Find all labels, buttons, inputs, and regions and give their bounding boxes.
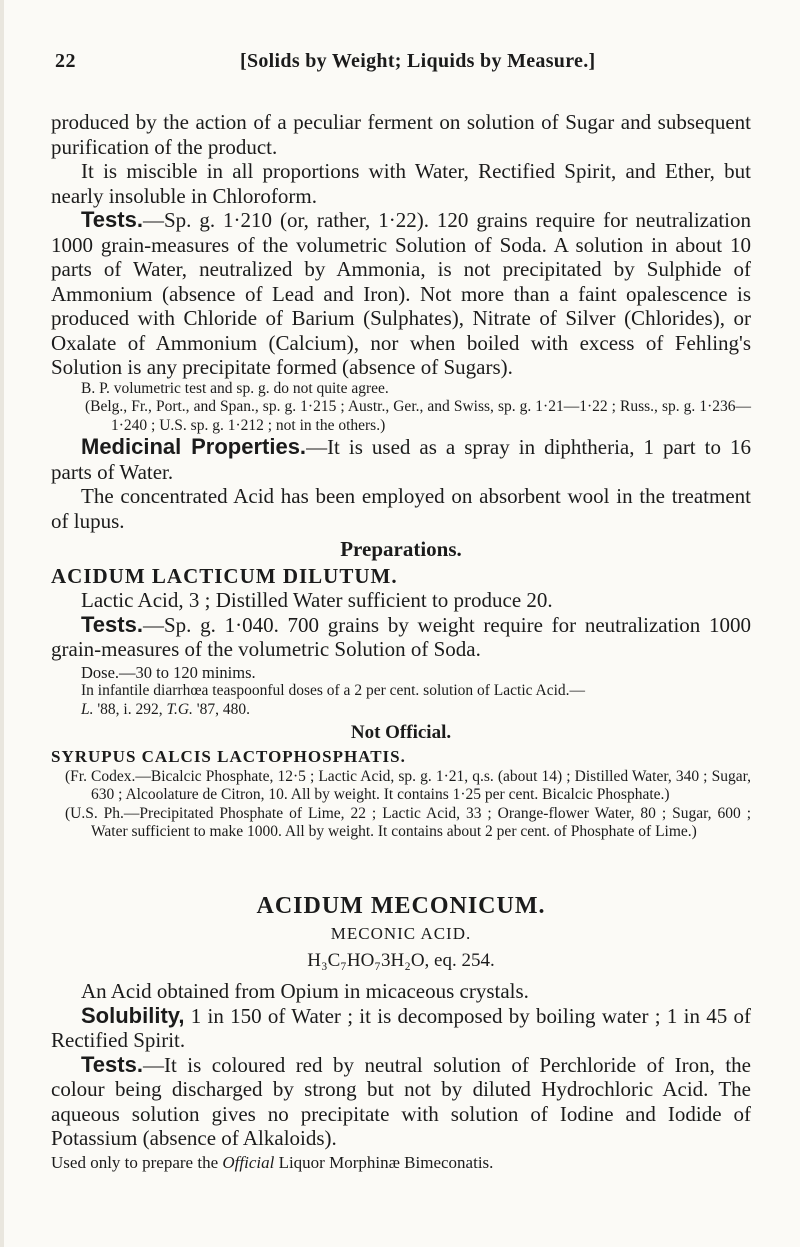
page-body — [51, 110, 751, 1175]
tests-text: —Sp. g. 1·210 (or, rather, 1·22). 120 grains require for neutralization 1000 grain-measures of the volumetric Solution of Soda. A solution in about 10 parts of Water, neutralized by Ammonia, is not precipitated by Sulphide of Ammonium (absence of Lead and Iron). Not more than a faint opalescence is produced with Chloride of Barium (Sulphates), Nitrate of Silver (Chlorides), or Oxalate of Ammonium (Calcium), nor when boiled with excess of Fehling's Solution is any precipitate formed (absence of Sugars). — [51, 208, 751, 379]
syrupus-fr: (Fr. Codex.—Bicalcic Phosphate, 12·5 ; Lactic Acid, sp. g. 1·21, q.s. (about 14) ; Distilled Water, 340 ; Sugar, 630 ; Alcoolature de Citron, 10. All by weight. It contains 1·25 per cent. Bicalcic Phosphate.) — [65, 767, 751, 803]
page-edge — [0, 0, 4, 1247]
intro-paragraph: produced by the action of a peculiar ferment on solution of Sugar and subsequent purification of the product. — [51, 110, 751, 159]
used-prefix: Used only to prepare the — [51, 1152, 223, 1172]
solubility-heading: Solubility, — [81, 1002, 185, 1028]
meconic-used — [51, 1151, 751, 1176]
note-pharmacopoeias: (Belg., Fr., Port., and Span., sp. g. 1·215 ; Austr., Ger., and Swiss, sp. g. 1·21—1·22 ; Russ., sp. g. 1·236—1·240 ; U.S. sp. g. 1·212 ; not in the others.) — [85, 398, 751, 434]
not-official-heading: Not Official. — [350, 722, 452, 743]
used-suffix: Liquor Morphinæ Bimeconatis. — [274, 1152, 494, 1172]
note-bp: B. P. volumetric test and sp. g. do not quite agree. — [81, 379, 389, 397]
ref-lancet-text: '88, i. 292, — [93, 700, 167, 718]
infantile-text: In infantile diarrhœa teaspoonful doses of a 2 per cent. solution of Lactic Acid.— — [81, 682, 586, 699]
solubility-text: 1 in 150 of Water ; it is decomposed by boiling water ; 1 in 45 of Rectified Spirit. — [51, 1003, 751, 1052]
meconic-tests-text: —It is coloured red by neutral solution of Perchloride of Iron, the colour being discharged by strong but not by diluted Hydrochloric Acid. The aqueous solution gives no precipitate with solution of Iodine and Iodide of Potassium (absence of Alkaloids). — [51, 1052, 751, 1150]
meconic-solubility — [51, 1004, 751, 1053]
dilutum-tests — [51, 613, 751, 662]
meconic-formula: H₃C₇HO₇3H₂O, eq. 254. — [307, 949, 495, 971]
running-title: [Solids by Weight; Liquids by Measure.] — [240, 50, 596, 72]
page-header — [0, 50, 800, 80]
meconic-acid-subtitle: MECONIC ACID. — [330, 924, 472, 943]
meconic-intro: An Acid obtained from Opium in micaceous crystals. — [81, 979, 529, 1003]
medicinal-paragraph — [51, 435, 751, 484]
acidum-meconicum-title: ACIDUM MECONICUM. — [256, 892, 546, 919]
medicinal-text: —It is used as a spray in diphtheria, 1 part to 16 parts of Water. — [51, 435, 751, 484]
ref-lancet: L. — [81, 700, 94, 718]
miscibility-paragraph: It is miscible in all proportions with Water, Rectified Spirit, and Ether, but nearly insoluble in Chloroform. — [51, 159, 751, 208]
page-number: 22 — [55, 50, 76, 72]
dilutum-tests-heading: Tests. — [81, 611, 143, 637]
ref-tg: T.G. — [166, 700, 193, 718]
meconic-tests — [51, 1053, 751, 1151]
dose-line: Dose.—30 to 120 minims. — [81, 662, 256, 682]
lupus-paragraph: The concentrated Acid has been employed on absorbent wool in the treatment of lupus. — [51, 484, 751, 533]
syrupus-us: (U.S. Ph.—Precipitated Phosphate of Lime, 22 ; Lactic Acid, 33 ; Orange-flower Water, 80 ; Sugar, 600 ; Water sufficient to make 1000. All by weight. It contains about 2 per cent. of Phosphate of Lime.) — [65, 804, 751, 840]
dilutum-formula: Lactic Acid, 3 ; Distilled Water sufficient to produce 20. — [81, 588, 553, 612]
meconic-tests-heading: Tests. — [81, 1051, 143, 1077]
tests-heading: Tests. — [81, 207, 143, 232]
tests-paragraph — [51, 208, 751, 380]
syrupus-title: SYRUPUS CALCIS LACTOPHOSPHATIS. — [51, 746, 406, 766]
dilutum-tests-text: —Sp. g. 1·040. 700 grains by weight require for neutralization 1000 grain-measures of the volumetric Solution of Soda. — [51, 612, 751, 661]
infantile-note — [51, 682, 751, 719]
medicinal-heading: Medicinal Properties. — [81, 434, 307, 459]
used-official: Official — [222, 1152, 275, 1172]
ref-tg-text: '87, 480. — [192, 700, 250, 718]
preparations-heading: Preparations. — [340, 537, 462, 561]
acidum-lacticum-dilutum-title: ACIDUM LACTICUM DILUTUM. — [51, 563, 398, 588]
